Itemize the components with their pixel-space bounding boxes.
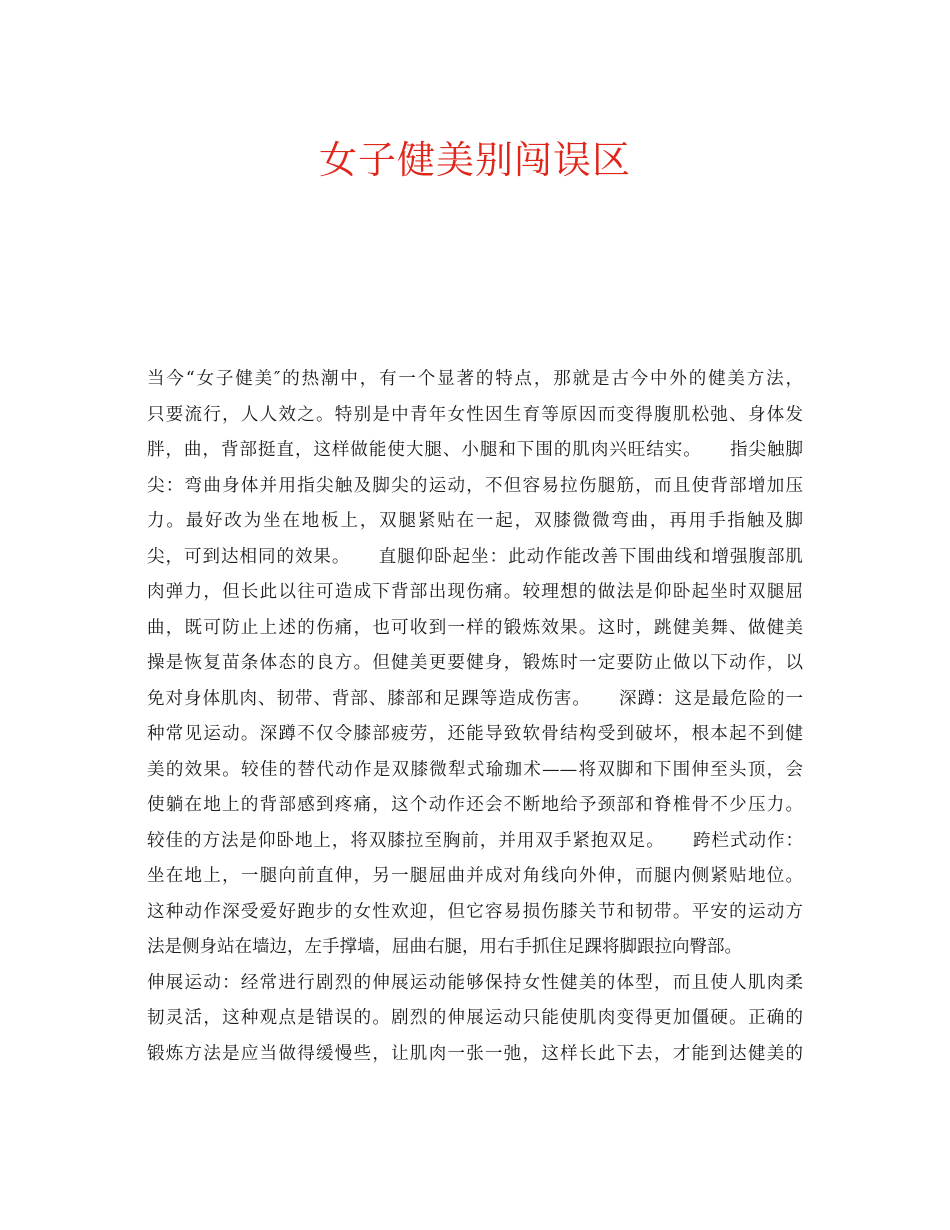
body-line: 操是恢复苗条体态的良方。但健美更要健身，锻炼时一定要防止做以下动作，以 <box>147 653 803 673</box>
body-line: 法是侧身站在墙边，左手撑墙，屈曲右腿，用右手抓住足踝将脚跟拉向臀部。 <box>147 937 742 957</box>
body-line: 胖，曲，背部挺直，这样做能使大腿、小腿和下围的肌肉兴旺结实。 指尖触脚 <box>147 440 803 460</box>
document-body <box>147 362 803 1072</box>
body-line: 尖，可到达相同的效果。 直腿仰卧起坐：此动作能改善下围曲线和增强腹部肌 <box>147 546 803 567</box>
body-line: 美的效果。较佳的替代动作是双膝微犁式瑜珈术——将双脚和下围伸至头顶，会 <box>147 759 803 780</box>
body-line: 只要流行，人人效之。特别是中青年女性因生育等原因而变得腹肌松弛、身体发 <box>147 404 803 425</box>
body-line: 较佳的方法是仰卧地上，将双膝拉至胸前，并用双手紧抱双足。 跨栏式动作： <box>147 830 803 851</box>
body-line: 尖：弯曲身体并用指尖触及脚尖的运动，不但容易拉伤腿筋，而且使背部增加压 <box>147 475 803 496</box>
body-line: 当今“女子健美″的热潮中，有一个显著的特点，那就是古今中外的健美方法， <box>147 369 803 389</box>
body-line: 锻炼方法是应当做得缓慢些，让肌肉一张一弛，这样长此下去，才能到达健美的 <box>147 1043 803 1064</box>
body-line: 曲，既可防止上述的伤痛，也可收到一样的锻炼效果。这时，跳健美舞、做健美 <box>147 617 803 638</box>
body-line: 免对身体肌肉、韧带、背部、膝部和足踝等造成伤害。 深蹲：这是最危险的一 <box>147 688 803 709</box>
document-title: 女子健美别闯误区 <box>318 138 631 182</box>
body-line: 伸展运动：经常进行剧烈的伸展运动能够保持女性健美的体型，而且使人肌肉柔 <box>147 972 803 993</box>
body-line: 坐在地上，一腿向前直伸，另一腿屈曲并成对角线向外伸，而腿内侧紧贴地位。 <box>147 866 803 886</box>
body-line: 韧灵活，这种观点是错误的。剧烈的伸展运动只能使肌肉变得更加僵硬。正确的 <box>147 1008 803 1028</box>
body-line: 力。最好改为坐在地板上，双腿紧贴在一起，双膝微微弯曲，再用手指触及脚 <box>147 511 803 531</box>
body-line: 种常见运动。深蹲不仅令膝部疲劳，还能导致软骨结构受到破坏，根本起不到健 <box>147 724 803 744</box>
body-line: 使躺在地上的背部感到疼痛，这个动作还会不断地给予颈部和脊椎骨不少压力。 <box>147 795 803 815</box>
body-line: 这种动作深受爱好跑步的女性欢迎，但它容易损伤膝关节和韧带。平安的运动方 <box>147 901 803 922</box>
body-line: 肉弹力，但长此以往可造成下背部出现伤痛。较理想的做法是仰卧起坐时双腿屈 <box>147 582 803 602</box>
